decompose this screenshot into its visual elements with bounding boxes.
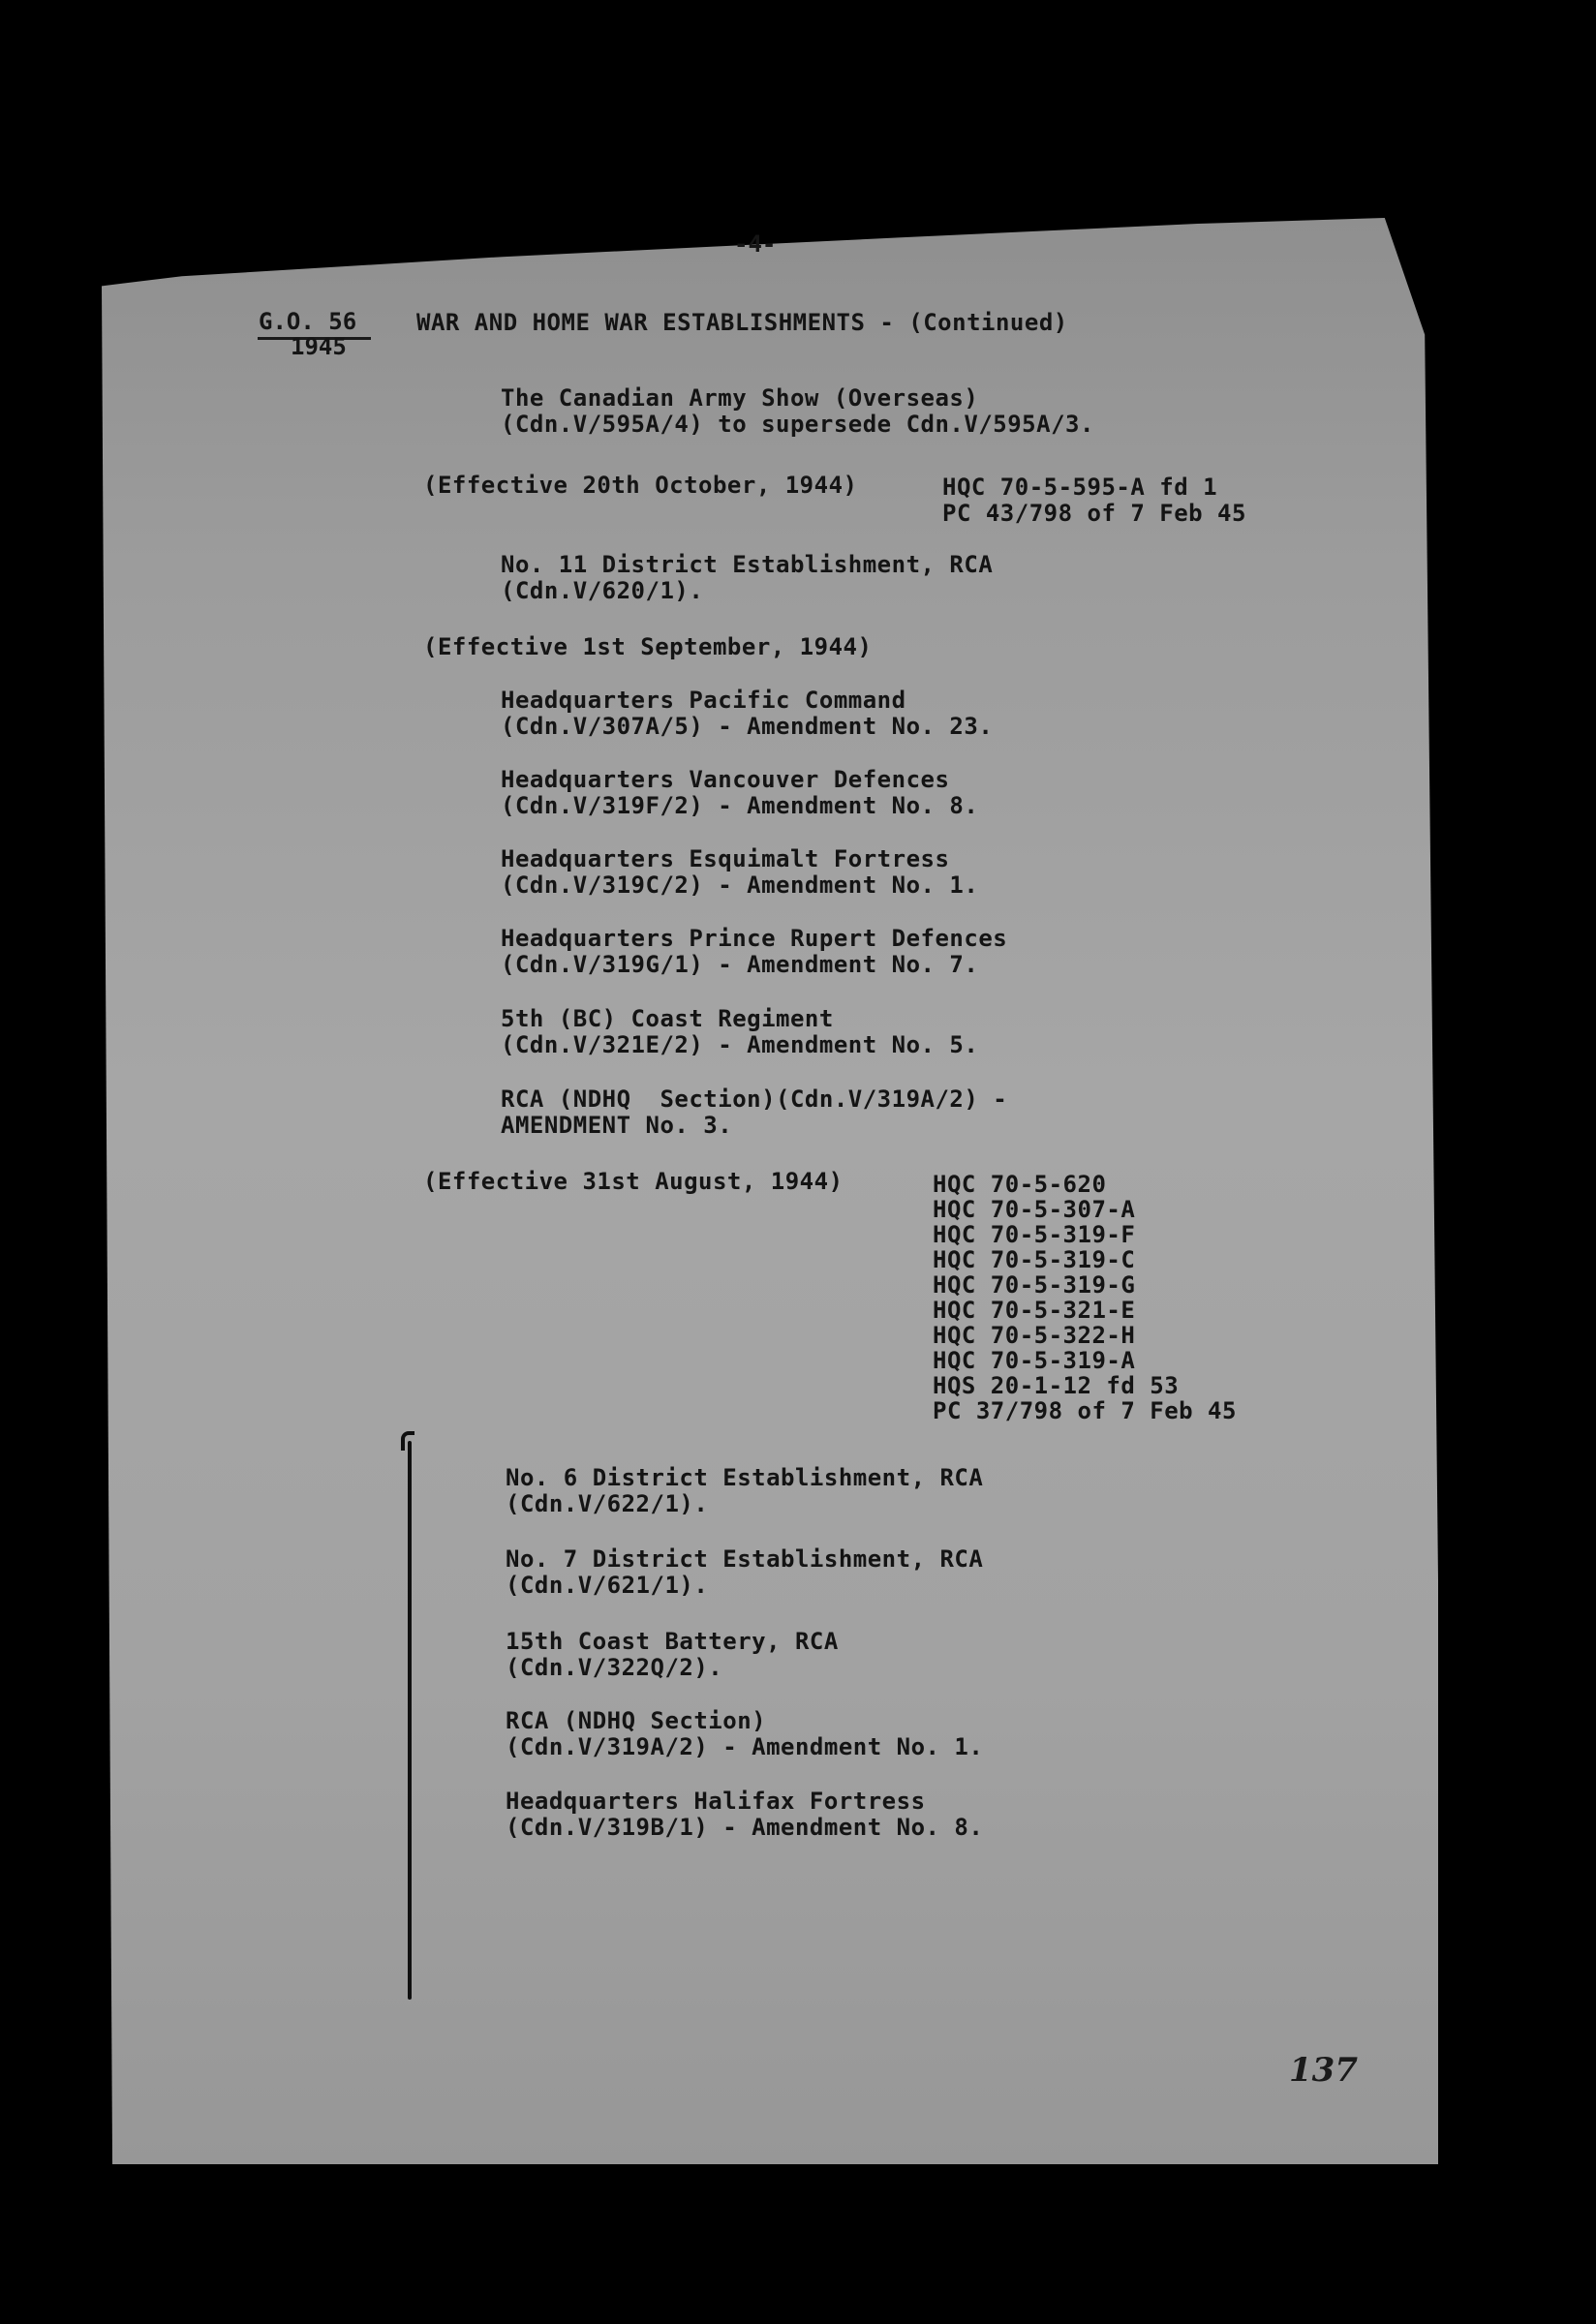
general-order-number: G.O. 56 [259,308,357,335]
district-11-name: No. 11 District Establishment, RCA [501,551,994,578]
list-item: Headquarters Vancouver Defences [501,766,950,793]
effective-date-september: (Effective 1st September, 1944) [423,633,873,660]
list-item: RCA (NDHQ Section) [506,1707,767,1734]
list-item: Headquarters Halifax Fortress [506,1788,926,1815]
august-ref: HQC 70-5-307-A [933,1196,1136,1223]
august-ref: HQC 70-5-322-H [933,1322,1136,1349]
october-ref-hqc: HQC 70-5-595-A fd 1 [942,474,1218,501]
section-title: WAR AND HOME WAR ESTABLISHMENTS - (Continued) [416,309,1068,336]
list-item: Headquarters Prince Rupert Defences [501,925,1008,952]
army-show-establishment: (Cdn.V/595A/4) to supersede Cdn.V/595A/3. [501,411,1094,438]
list-item: (Cdn.V/307A/5) - Amendment No. 23. [501,713,994,740]
list-item: No. 6 District Establishment, RCA [506,1464,984,1491]
margin-bracket-line [408,1441,412,2000]
district-11-establishment: (Cdn.V/620/1). [501,577,704,604]
army-show-name: The Canadian Army Show (Overseas) [501,384,979,412]
list-item: 5th (BC) Coast Regiment [501,1005,834,1032]
august-ref: HQC 70-5-319-G [933,1271,1136,1299]
list-item: No. 7 District Establishment, RCA [506,1545,984,1573]
august-ref: HQC 70-5-620 [933,1171,1107,1198]
list-item: Headquarters Esquimalt Fortress [501,845,950,872]
list-item: (Cdn.V/319A/2) - Amendment No. 1. [506,1733,984,1760]
list-item: RCA (NDHQ Section)(Cdn.V/319A/2) - [501,1086,1008,1113]
list-item: (Cdn.V/321E/2) - Amendment No. 5. [501,1031,979,1058]
august-ref: HQC 70-5-319-F [933,1221,1136,1248]
august-ref: HQC 70-5-319-C [933,1246,1136,1273]
list-item: Headquarters Pacific Command [501,687,906,714]
handwritten-folio-mark: 137 [1289,2051,1358,2090]
august-ref: PC 37/798 of 7 Feb 45 [933,1397,1237,1424]
list-item: (Cdn.V/319G/1) - Amendment No. 7. [501,951,979,978]
list-item: (Cdn.V/319F/2) - Amendment No. 8. [501,792,979,819]
list-item: (Cdn.V/322Q/2). [506,1654,723,1681]
effective-date-october: (Effective 20th October, 1944) [423,472,858,499]
august-ref: HQS 20-1-12 fd 53 [933,1372,1180,1399]
page-number: -4- [734,230,777,258]
october-ref-pc: PC 43/798 of 7 Feb 45 [942,500,1246,527]
list-item: AMENDMENT No. 3. [501,1112,733,1139]
list-item: (Cdn.V/319B/1) - Amendment No. 8. [506,1814,984,1841]
august-ref: HQC 70-5-319-A [933,1347,1136,1374]
list-item: (Cdn.V/622/1). [506,1490,709,1517]
list-item: 15th Coast Battery, RCA [506,1628,839,1655]
list-item: (Cdn.V/621/1). [506,1572,709,1599]
effective-date-august: (Effective 31st August, 1944) [423,1168,844,1195]
august-ref: HQC 70-5-321-E [933,1297,1136,1324]
list-item: (Cdn.V/319C/2) - Amendment No. 1. [501,872,979,899]
general-order-year: 1945 [291,333,347,360]
